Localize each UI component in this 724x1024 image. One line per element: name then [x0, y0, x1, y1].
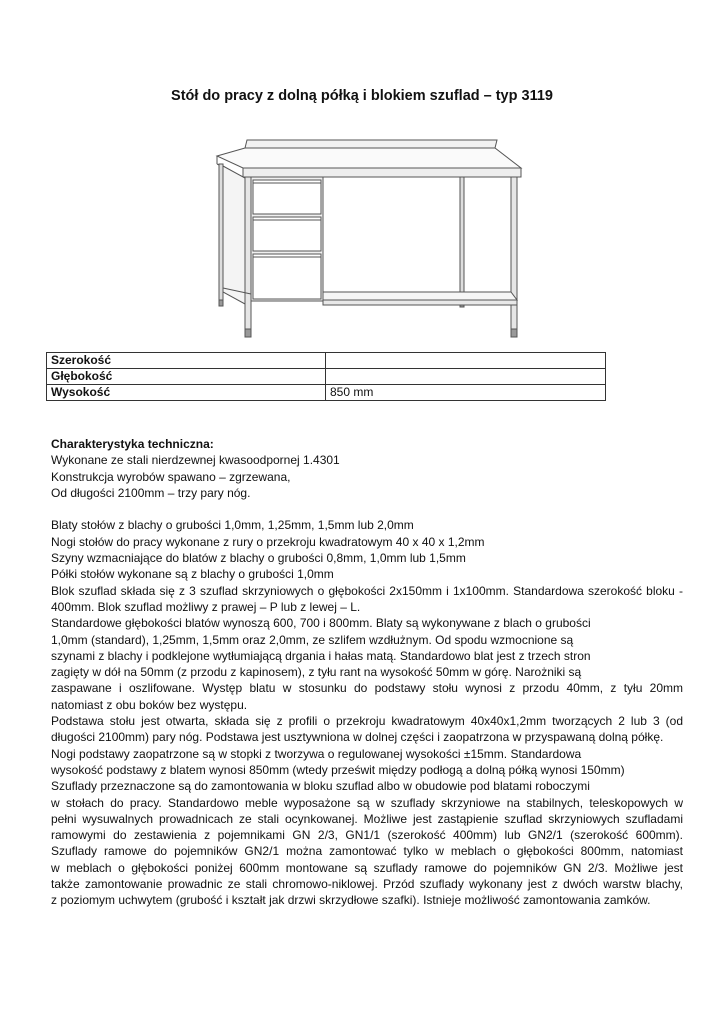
worktable-drawing: [195, 134, 535, 344]
specs-table: [46, 352, 606, 401]
spec-value: [326, 369, 606, 385]
body-line: z poziomym uchwytem (grubość i kształt jak drzwi skrzydłowe szafki). Istnieje możliwość zamontowania zamków.: [51, 893, 651, 908]
body-line: zagięty w dół na 50mm (z przodu z kapinosem), z tyłu rant na wysokość 50mm w górę. Narożniki są: [51, 665, 582, 680]
body-line: pełni wysuwalnych prowadnicach ze stali ocynkowanej. Możliwe jest zastąpienie szuflad skrzyniowych szufladami: [51, 811, 683, 826]
spec-row-depth: [47, 369, 606, 385]
body-line: 400mm. Blok szuflad możliwy z prawej – P lub z lewej – L.: [51, 599, 361, 614]
body-line: Blok szuflad składa się z 3 szuflad skrzyniowych o głębokości 2x150mm i 1x100mm. Standardowa szerokość bloku -: [51, 583, 683, 598]
body-line: Podstawa stołu jest otwarta, składa się z profili o przekroju kwadratowym 40x40x1,2mm tworzących 2 lub 3 (od: [51, 714, 683, 729]
body-line: Standardowe głębokości blatów wynoszą 600, 700 i 800mm. Blaty są wykonywane z blach o grubości: [51, 616, 591, 631]
body-line: w meblach o głębokości poniżej 600mm montowane są szuflady ramowe do pojemników GN 2/3. Możliwe jest: [51, 860, 683, 875]
spec-label: Wysokość: [47, 385, 326, 401]
body-line: długości 2100mm) pary nóg. Podstawa jest usztywniona w dolnej części i zaopatrzona w przyspawaną dolną półkę.: [51, 730, 664, 745]
spec-label: Głębokość: [47, 369, 326, 385]
body-line: w stołach do pracy. Standardowo meble wyposażone są w szuflady skrzyniowe na stabilnych, teleskopowych w: [51, 795, 683, 810]
body-line: Szuflady przeznaczone są do zamontowania w bloku szuflad albo w obudowie pod blatami roboczymi: [51, 779, 590, 794]
intro-line: Od długości 2100mm – trzy pary nóg.: [51, 485, 251, 500]
body-line: Szyny wzmacniające do blatów z blachy o grubości 0,8mm, 1,0mm lub 1,5mm: [51, 551, 466, 566]
section-heading: Charakterystyka techniczna:: [51, 437, 214, 451]
intro-line: Wykonane ze stali nierdzewnej kwasoodpornej 1.4301: [51, 453, 340, 468]
body-line: Nogi podstawy zaopatrzone są w stopki z tworzywa o regulowanej wysokości ±15mm. Standardowa: [51, 746, 582, 761]
body-line: szynami z blachy i podklejone wytłumiającą drgania i hałas matą. Standardowo blat jest z trzech stron: [51, 648, 591, 663]
spec-row-width: [47, 353, 606, 369]
body-line: Nogi stołów do pracy wykonane z rury o przekroju kwadratowym 40 x 40 x 1,2mm: [51, 534, 485, 549]
body-line: Szuflady ramowe do pojemników GN2/1 można zamontować tylko w meblach o głębokości 800mm, natomiast: [51, 844, 683, 859]
body-line: wysokość podstawy z blatem wynosi 850mm (wtedy prześwit między podłogą a dolną półką wynosi 150mm): [51, 762, 625, 777]
page-title: Stół do pracy z dolną półką i blokiem szuflad – typ 3119: [171, 88, 553, 104]
body-line: natomiast z obu boków bez występu.: [51, 697, 248, 712]
body-line: 1,0mm (standard), 1,25mm, 1,5mm oraz 2,0mm, ze szlifem wzdłużnym. Od spodu wzmocnione są: [51, 632, 574, 647]
body-line: także zamontowanie prowadnic ze stali chromowo-niklowej. Przód szuflady wykonany jest z dwóch warstw blachy,: [51, 877, 683, 892]
body-line: ramowymi do zestawienia z pojemnikami GN 2/3, GN1/1 (szerokość 400mm) lub GN2/1 (szerokość 600mm).: [51, 828, 683, 843]
spec-label: Szerokość: [47, 353, 326, 369]
spec-row-height: [47, 385, 606, 401]
intro-line: Konstrukcja wyrobów spawano – zgrzewana,: [51, 469, 291, 484]
technical-description: [51, 436, 683, 909]
body-line: Blaty stołów z blachy o grubości 1,0mm, 1,25mm, 1,5mm lub 2,0mm: [51, 518, 414, 533]
body-line: zaspawane i oszlifowane. Występ blatu w stosunku do podstawy stołu wynosi z przodu 40mm, z tyłu 20mm: [51, 681, 683, 696]
body-line: Półki stołów wykonane są z blachy o grubości 1,0mm: [51, 567, 334, 582]
spec-value: [326, 353, 606, 369]
spec-value: 850 mm: [326, 385, 606, 401]
